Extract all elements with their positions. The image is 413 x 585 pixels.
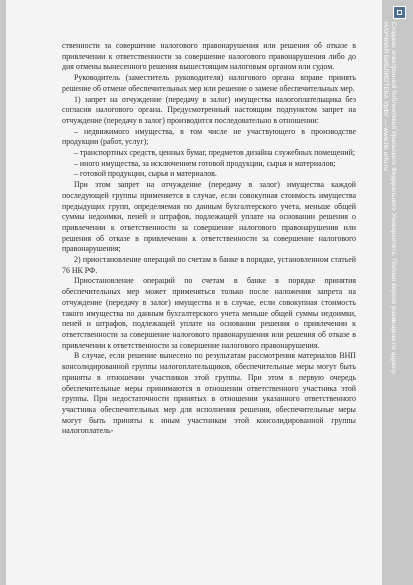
list-item: – недвижимого имущества, в том числе не участвующего в производстве продукции (работ, услуг);	[62, 126, 356, 147]
watermark-text	[382, 22, 397, 562]
watermark-line: Создано электронной библиотекой Уральского Федерального Университета. Полная версия размещена по адресу:	[390, 22, 397, 376]
watermark-line: НАУЧНАЯ БИБЛИОТЕКА УрФУ — www.lib.urfu.ru	[382, 22, 390, 171]
paragraph: ственности за совершение налогового правонарушения или решения об отказе в привлечении к ответственности за совершение налогового правонарушения либо до дня отмены вынесенного решения вышестоящим налоговым органом или судом.	[62, 41, 356, 72]
paragraph: 1) запрет на отчуждение (передачу в залог) имущества налогоплательщика без согласия налогового органа. Предусмотренный настоящим подпунктом запрет на отчуждение (передачу в залог) производится последовательно в отношении:	[62, 94, 356, 125]
document-page	[6, 0, 382, 585]
paragraph: 2) приостановление операций по счетам в банке в порядке, установленном статьей 76 НК РФ.	[62, 255, 356, 275]
list-item: – готовой продукции, сырья и материалов.	[74, 169, 217, 179]
paragraph: Приостановление операций по счетам в банке в порядке принятия обеспечительных мер может применяться только после наложения запрета на отчуждение (передачу в залог) имущества и в случае, если совокупная стоимость такого имущества по данным бухгалтерского учета меньше общей суммы недоимки, пеней и штрафов, подлежащей уплате на основании решения о привлечении к ответственности за совершение налогового правонарушения или решения об отказе в привлечении к ответственности за совершение налогового правонарушения.	[62, 276, 356, 350]
document-body	[62, 41, 356, 437]
paragraph: При этом запрет на отчуждение (передачу в залог) имущества каждой последующей группы применяется в случае, если совокупная стоимость имущества предыдущих групп, определяемая по данным бухгалтерского учета, меньше общей суммы недоимки, пеней и штрафов, подлежащей уплате на основании решения о привлечении к ответственности за совершение налогового правонарушения или решения об отказе в привлечении к ответственности за совершение налогового правонарушения;	[62, 180, 356, 254]
list-item: – транспортных средств, ценных бумаг, предметов дизайна служебных помещений;	[74, 148, 356, 158]
list-item: – иного имущества, за исключением готовой продукции, сырья и материалов;	[74, 158, 336, 168]
paragraph: Руководитель (заместитель руководителя) налогового органа вправе принять решение об отмене обеспечительных мер или решение о замене обеспечительных мер.	[62, 73, 356, 93]
document-library-logo-icon	[393, 6, 406, 19]
paragraph: В случае, если решение вынесено по результатам рассмотрения материалов ВНП консолидированной группы налогоплательщиков, обеспечительные меры могут быть приняты в отношении участников этой группы. При этом в первую очередь обеспечительные меры принимаются в отношении ответственного участника этой группы. При недостаточности принятых в отношении указанного ответственного участника обеспечительных мер для исполнения решения, обеспечительные меры могут быть приняты к иным участникам этой консолидированной группы налогоплатель-	[62, 351, 356, 436]
